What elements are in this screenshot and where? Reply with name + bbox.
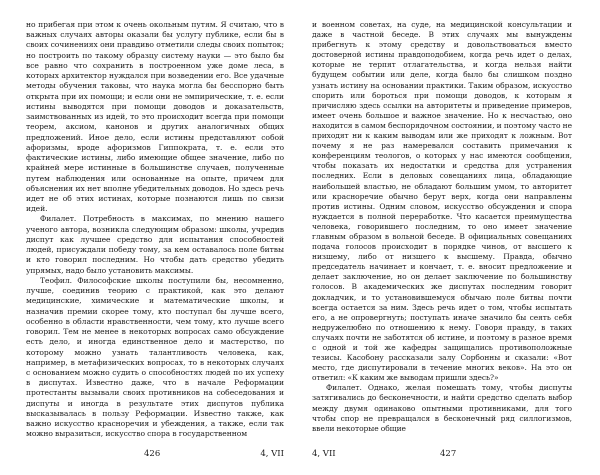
left-page-footer <box>26 448 284 460</box>
chapter-marker: 4, VII <box>260 449 284 459</box>
page-number: 427 <box>440 449 457 459</box>
left-page-text <box>26 20 284 440</box>
paragraph: но прибегая при этом к очень окольным путям. Я считаю, что в важных случаях авторы оказали бы услугу публике, если бы в своих сочинениях они правдиво отметили следы своих попыток; но построить по такому образцу систему науки — это было бы все равно что сохранить в построенном уже доме леса, в которых архитектор нуждался при возведении его. Все удачные методы обучения таковы, что наука могла бы бесспорно быть открыта при их помощи; и если они не эмпирические, т. е. если истины выводятся при помощи доводов и доказательств, заимствованных из идей, то это происходит всегда при помощи теорем, аксиом, канонов и других аналогичных общих предложений. Иное дело, если истины представляют собой афоризмы, вроде афоризмов Гиппократа, т. е. если это фактические истины, либо имеющие общее значение, либо по крайней мере истинные в большинстве случаев, полученные путем наблюдения или основанные на опыте, причем для объяснения их нет вполне убедительных доводов. Но здесь речь идет не об этих истинах, которые познаются лишь по связи идей. <box>26 20 284 214</box>
paragraph: Теофил. Философские школы поступили бы, несомненно, лучше, соединив теорию с практикой, как это делают медицинские, химические и математические школы, и назначив премии скорее тому, кто поступал бы лучше всего, особенно в области нравственности, чем тому, кто лучше всего говорил. Тем не менее в некоторых вопросах само обсуждение есть дело, и иногда единственное дело и мастерство, по которому можно узнать талантливость человека, как, например, в метафизических вопросах, то в некоторых случаях с основанием можно судить о способностях людей по их успеху в диспутах. Известно даже, что в начале Реформации протестанты вызывали своих противников на собеседования и диспуты и иногда в результате этих диспутов публика высказывалась в пользу Реформации. Известно также, как важно искусство красноречия и убеждения, а также, если так можно выразиться, искусство спора в государственном <box>26 275 284 439</box>
paragraph: Филалет. Однако, желая помешать тому, чтобы диспуты затягивались до бесконечности, и найти средство сделать выбор между двумя одинаково опытными противниками, для того чтобы спор не превращался в бесконечный ряд силлогизмов, ввели некоторые общие <box>312 383 572 433</box>
right-page-footer <box>312 448 572 460</box>
paragraph: Филалет. Потребность в максимах, по мнению нашего ученого автора, возникла следующим образом: школы, учредив диспут как лучшее средство для испытания способностей людей, присуждали победу тому, за кем оставалось поле битвы и кто говорил последним. Но чтобы дать средство убедить упрямых, надо было установить максимы. <box>26 214 284 275</box>
chapter-marker: 4, VII <box>312 449 336 459</box>
right-page-text <box>312 20 572 434</box>
paragraph: и военном советах, на суде, на медицинской консультации и даже в частной беседе. В этих случаях мы вынуждены прибегнуть к этому средству и довольствоваться вместо достоверной истины правдоподобием, когда речь идет о делах, которые не терпят отлагательства, и когда нельзя найти будущем событии или деле, когда было бы слишком поздно узнать истину на основании практики. Таким образом, искусство спорить или бороться при помощи доводов, к которым я причисляю здесь ссылки на авторитеты и приведение примеров, имеет очень большое и важное значение. Но к несчастью, оно находится в самом беспорядочном состоянии, и поэтому часто не приходят ни к каким выводам или же приходят к ложным. Вот почему я не раз намеревался составить примечания к конференциям теологов, о которых у нас имеются сообщения, чтобы показать их недостатки и средства для устранения последних. Если в деловых совещаниях лица, обладающие наибольшей властью, не обладают большим умом, то авторитет или красноречие обычно берут верх, когда они направлены против истины. Одним словом, искусство обсуждения и спора нуждается в полной переработке. Что касается преимущества человека, говорившего последним, то оно имеет значение главным образом в вольной беседе. В официальных совещаниях подача голосов происходит в порядке чинов, от высшего к низшему, либо от низшего к высшему. Правда, обычно председатель начинает и кончает, т. е. вносит предложение и делает заключение, но он делает заключение по большинству голосов. В академических же диспутах последним говорит докладчик, и то установившемуся обычаю поле битвы почти всегда остается за ним. Здесь речь идет о том, чтобы испытать его, а не опровергнуть; поступать иначе значило бы сеять себя недружелюбно по отношению к нему. Говоря правду, в таких случаях почти не заботятся об истине, и поэтому в разное время с одной и той же кафедры защищались противоположные тезисы. Касобону рассказали залу Сорбонны и сказали: «Вот место, где диспутировали в течение многих веков». На это он ответил: «К каким же выводам пришли здесь?» <box>312 20 572 383</box>
page-number: 426 <box>144 449 161 459</box>
